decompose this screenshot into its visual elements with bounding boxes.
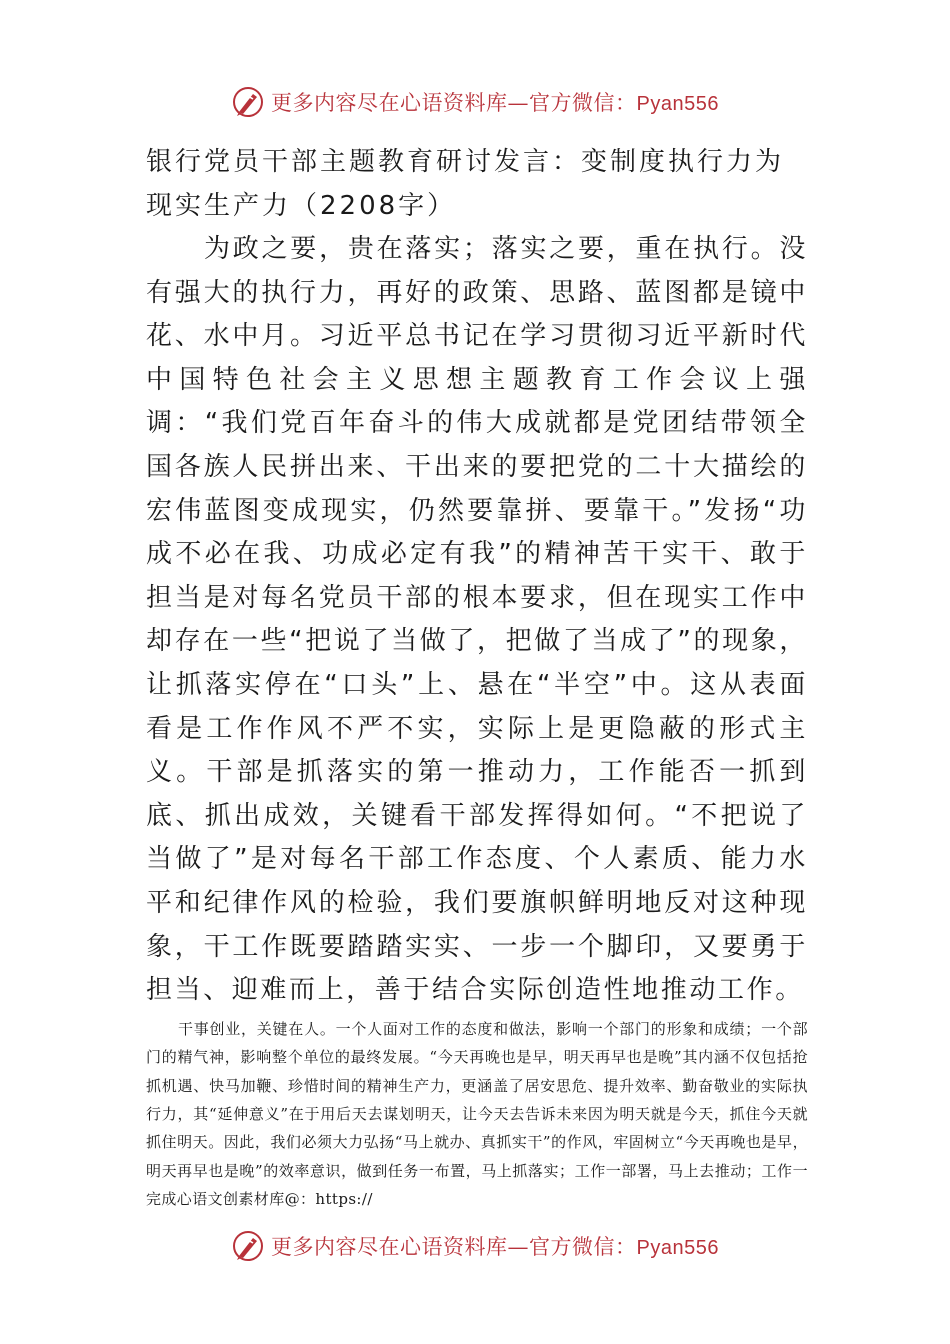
- paragraph-main: 为政之要，贵在落实；落实之要，重在执行。没有强大的执行力，再好的政策、思路、蓝图都是镜中花、水中月。习近平总书记在学习贯彻习近平新时代中国特色社会主义思想主题教育工作会议上强调：“我们党百年奋斗的伟大成就都是党团结带领全国各族人民拼出来、干出来的要把党的二十大描绘的宏伟蓝图变成现实，仍然要靠拼、要靠干。”发扬“功成不必在我、功成必定有我”的精神苦干实干、敢于担当是对每名党员干部的根本要求，但在现实工作中却存在一些“把说了当做了，把做了当成了”的现象，让抓落实停在“口头”上、悬在“半空”中。这从表面看是工作作风不严不实，实际上是更隐蔽的形式主义。干部是抓落实的第一推动力，工作能否一抓到底、抓出成效，关键看干部发挥得如何。“不把说了当做了”是对每名干部工作态度、个人素质、能力水平和纪律作风的检验，我们要旗帜鲜明地反对这种现象，干工作既要踏踏实实、一步一个脚印，又要勇于担当、迎难而上，善于结合实际创造性地推动工作。: [146, 234, 808, 1006]
- footer-banner-label: 更多内容尽在心语资料库—官方微信：: [271, 1235, 637, 1259]
- header-banner-label: 更多内容尽在心语资料库—官方微信：: [271, 91, 637, 115]
- footer-banner: [0, 1226, 950, 1266]
- pen-logo-icon: [231, 85, 265, 119]
- header-banner: [0, 82, 950, 122]
- footer-wechat-id: Pyan556: [636, 1237, 719, 1259]
- paragraph-secondary: 干事创业，关键在人。一个人面对工作的态度和做法，影响一个部门的形象和成绩；一个部门的精气神，影响整个单位的最终发展。“今天再晚也是早，明天再早也是晚”其内涵不仅包括抢抓机遇、快马加鞭、珍惜时间的精神生产力，更涵盖了居安思危、提升效率、勤奋敬业的实际执行力，其“延伸意义”在于用后天去谋划明天，让今天去告诉未来因为明天就是今天，抓住今天就抓住明天。因此，我们必须大力弘扬“马上就办、真抓实干”的作风，牢固树立“今天再晚也是早，明天再早也是晚”的效率意识，做到任务一布置，马上抓落实；工作一部署，马上去推动；工作一完成心语文创素材库@：https://: [146, 1019, 808, 1209]
- header-wechat-id: Pyan556: [636, 93, 719, 115]
- document-title: 银行党员干部主题教育研讨发言：变制度执行力为现实生产力（2208字）: [146, 147, 785, 221]
- document-body: [146, 140, 808, 1214]
- header-banner-text: [271, 87, 719, 117]
- pen-logo-icon: [231, 1229, 265, 1263]
- footer-banner-text: [271, 1231, 719, 1261]
